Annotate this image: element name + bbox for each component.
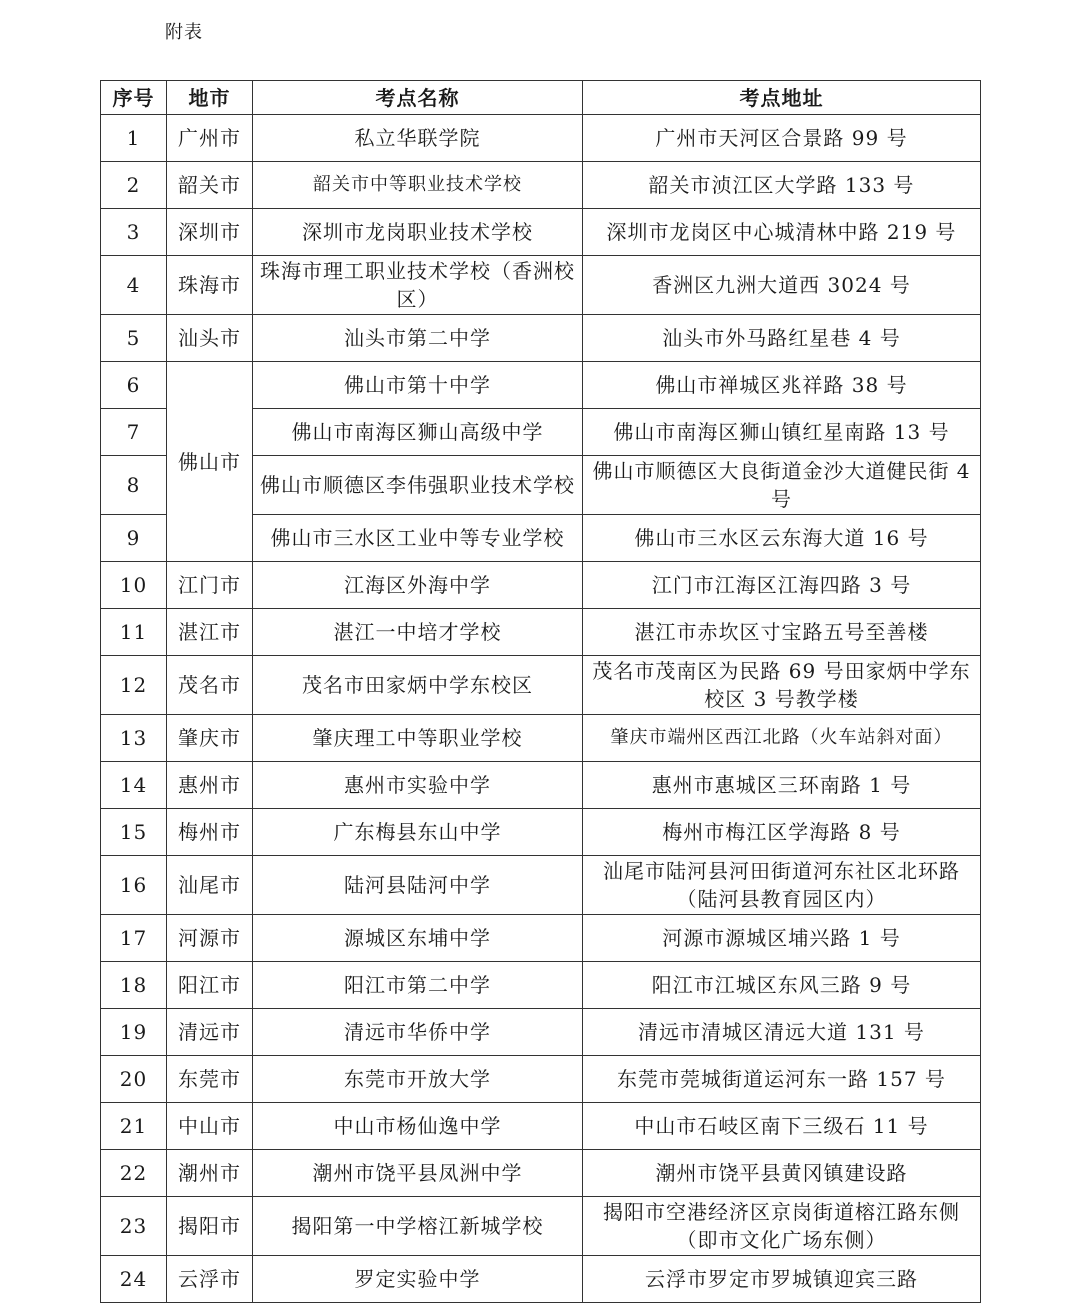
cell-no: 5 [101,315,167,362]
cell-no: 8 [101,456,167,515]
cell-site-name: 茂名市田家炳中学东校区 [253,656,583,715]
cell-site-name: 惠州市实验中学 [253,762,583,809]
cell-site-name: 佛山市三水区工业中等专业学校 [253,515,583,562]
cell-site-address: 佛山市三水区云东海大道 16 号 [583,515,981,562]
cell-site-address: 清远市清城区清远大道 131 号 [583,1009,981,1056]
table-row [101,609,981,656]
cell-city: 深圳市 [167,209,253,256]
cell-no: 21 [101,1103,167,1150]
cell-site-address: 潮州市饶平县黄冈镇建设路 [583,1150,981,1197]
cell-site-address: 汕头市外马路红星巷 4 号 [583,315,981,362]
table-row [101,656,981,715]
cell-city: 惠州市 [167,762,253,809]
cell-site-address: 香洲区九洲大道西 3024 号 [583,256,981,315]
cell-no: 16 [101,856,167,915]
cell-site-name: 深圳市龙岗职业技术学校 [253,209,583,256]
cell-no: 24 [101,1256,167,1303]
cell-site-address: 肇庆市端州区西江北路（火车站斜对面） [583,715,981,762]
cell-no: 12 [101,656,167,715]
cell-city: 阳江市 [167,962,253,1009]
table-caption: 附表 [165,22,203,43]
cell-city: 汕尾市 [167,856,253,915]
cell-site-name: 罗定实验中学 [253,1256,583,1303]
cell-site-address: 韶关市浈江区大学路 133 号 [583,162,981,209]
cell-no: 10 [101,562,167,609]
cell-site-address: 汕尾市陆河县河田街道河东社区北环路（陆河县教育园区内） [583,856,981,915]
cell-site-name: 揭阳第一中学榕江新城学校 [253,1197,583,1256]
cell-no: 20 [101,1056,167,1103]
cell-city: 中山市 [167,1103,253,1150]
cell-no: 7 [101,409,167,456]
cell-site-name: 汕头市第二中学 [253,315,583,362]
cell-city: 肇庆市 [167,715,253,762]
cell-site-address: 梅州市梅江区学海路 8 号 [583,809,981,856]
cell-city: 珠海市 [167,256,253,315]
cell-site-address: 茂名市茂南区为民路 69 号田家炳中学东校区 3 号教学楼 [583,656,981,715]
table-row [101,1056,981,1103]
cell-site-address: 云浮市罗定市罗城镇迎宾三路 [583,1256,981,1303]
cell-site-name: 阳江市第二中学 [253,962,583,1009]
cell-site-address: 深圳市龙岗区中心城清林中路 219 号 [583,209,981,256]
cell-no: 15 [101,809,167,856]
cell-no: 11 [101,609,167,656]
table-row [101,1256,981,1303]
cell-city: 梅州市 [167,809,253,856]
cell-no: 19 [101,1009,167,1056]
cell-site-name: 陆河县陆河中学 [253,856,583,915]
cell-no: 3 [101,209,167,256]
cell-no: 2 [101,162,167,209]
cell-city: 云浮市 [167,1256,253,1303]
cell-site-address: 佛山市禅城区兆祥路 38 号 [583,362,981,409]
table-row [101,1009,981,1056]
table-row [101,715,981,762]
table-row [101,762,981,809]
cell-site-address: 中山市石岐区南下三级石 11 号 [583,1103,981,1150]
cell-site-address: 湛江市赤坎区寸宝路五号至善楼 [583,609,981,656]
cell-site-name: 私立华联学院 [253,115,583,162]
cell-site-name: 韶关市中等职业技术学校 [253,162,583,209]
cell-site-name: 湛江一中培才学校 [253,609,583,656]
cell-no: 22 [101,1150,167,1197]
cell-site-address: 广州市天河区合景路 99 号 [583,115,981,162]
table-row [101,962,981,1009]
cell-site-name: 东莞市开放大学 [253,1056,583,1103]
cell-city: 韶关市 [167,162,253,209]
cell-site-name: 江海区外海中学 [253,562,583,609]
cell-city: 揭阳市 [167,1197,253,1256]
table-row [101,256,981,315]
cell-no: 17 [101,915,167,962]
table-row [101,115,981,162]
cell-city: 江门市 [167,562,253,609]
cell-site-name: 源城区东埔中学 [253,915,583,962]
cell-no: 4 [101,256,167,315]
cell-site-name: 肇庆理工中等职业学校 [253,715,583,762]
cell-site-name: 佛山市顺德区李伟强职业技术学校 [253,456,583,515]
cell-city: 清远市 [167,1009,253,1056]
cell-site-name: 佛山市南海区狮山高级中学 [253,409,583,456]
cell-site-name: 广东梅县东山中学 [253,809,583,856]
cell-city: 茂名市 [167,656,253,715]
cell-site-name: 佛山市第十中学 [253,362,583,409]
cell-site-address: 佛山市南海区狮山镇红星南路 13 号 [583,409,981,456]
cell-city: 河源市 [167,915,253,962]
table-header-row [101,81,981,115]
table-row [101,856,981,915]
header-site-name: 考点名称 [253,81,583,115]
cell-city: 潮州市 [167,1150,253,1197]
table-row [101,1197,981,1256]
table-row [101,162,981,209]
cell-site-address: 东莞市莞城街道运河东一路 157 号 [583,1056,981,1103]
table-row [101,915,981,962]
cell-site-address: 佛山市顺德区大良街道金沙大道健民街 4 号 [583,456,981,515]
cell-city: 湛江市 [167,609,253,656]
cell-city-merged: 佛山市 [167,362,253,562]
table-row [101,809,981,856]
table-row [101,315,981,362]
exam-site-table [100,80,981,1303]
cell-site-name: 珠海市理工职业技术学校（香洲校区） [253,256,583,315]
cell-site-name: 清远市华侨中学 [253,1009,583,1056]
header-site-address: 考点地址 [583,81,981,115]
cell-city: 广州市 [167,115,253,162]
table-row [101,562,981,609]
cell-site-name: 潮州市饶平县凤洲中学 [253,1150,583,1197]
table-row [101,1150,981,1197]
cell-site-name: 中山市杨仙逸中学 [253,1103,583,1150]
cell-no: 14 [101,762,167,809]
table-row [101,1103,981,1150]
cell-site-address: 惠州市惠城区三环南路 1 号 [583,762,981,809]
table-row [101,362,981,409]
cell-city: 汕头市 [167,315,253,362]
cell-site-address: 阳江市江城区东风三路 9 号 [583,962,981,1009]
cell-no: 18 [101,962,167,1009]
cell-no: 13 [101,715,167,762]
cell-no: 6 [101,362,167,409]
cell-site-address: 河源市源城区埔兴路 1 号 [583,915,981,962]
cell-city: 东莞市 [167,1056,253,1103]
cell-no: 9 [101,515,167,562]
table-row [101,209,981,256]
cell-site-address: 揭阳市空港经济区京岗街道榕江路东侧（即市文化广场东侧） [583,1197,981,1256]
header-city: 地市 [167,81,253,115]
header-no: 序号 [101,81,167,115]
cell-site-address: 江门市江海区江海四路 3 号 [583,562,981,609]
cell-no: 1 [101,115,167,162]
cell-no: 23 [101,1197,167,1256]
